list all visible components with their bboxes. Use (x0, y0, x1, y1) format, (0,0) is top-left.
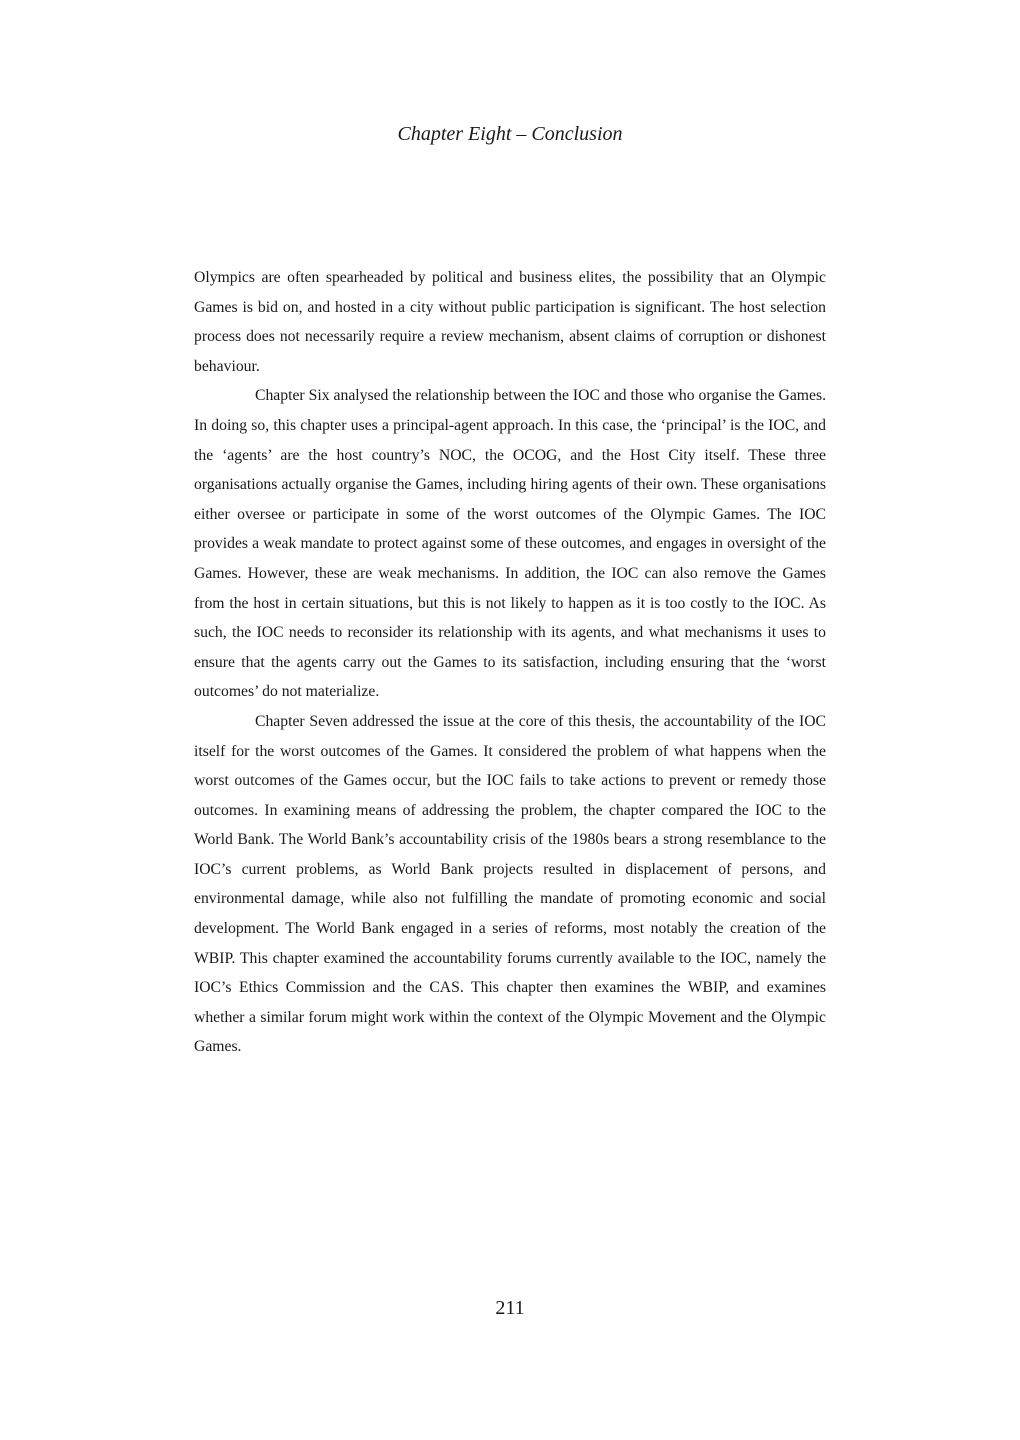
running-header: Chapter Eight – Conclusion (397, 123, 623, 145)
paragraph-chapter-six: Chapter Six analysed the relationship between the IOC and those who organise the Games. In doing so, this chapter uses a principal-agent approach. In this case, the ‘principal’ is the IOC, and the ‘agents’ are the host country’s NOC, the OCOG, and the Host City itself. These three organisations actually organise the Games, including hiring agents of their own. These organisations either oversee or participate in some of the worst outcomes of the Olympic Games. The IOC provides a weak mandate to protect against some of these outcomes, and engages in oversight of the Games. However, these are weak mechanisms. In addition, the IOC can also remove the Games from the host in certain situations, but this is not likely to happen as it is too costly to the IOC. As such, the IOC needs to reconsider its relationship with its agents, and what mechanisms it uses to ensure that the agents carry out the Games to its satisfaction, including ensuring that the ‘worst outcomes’ do not materialize. (194, 387, 826, 701)
paragraph-chapter-seven: Chapter Seven addressed the issue at the core of this thesis, the accountability of the IOC itself for the worst outcomes of the Games. It considered the problem of what happens when the worst outcomes of the Games occur, but the IOC fails to take actions to prevent or remedy those outcomes. In examining means of addressing the problem, the chapter compared the IOC to the World Bank. The World Bank’s accountability crisis of the 1980s bears a strong resemblance to the IOC’s current problems, as World Bank projects resulted in displacement of persons, and environmental damage, while also not fulfilling the mandate of promoting economic and social development. The World Bank engaged in a series of reforms, most notably the creation of the WBIP. This chapter examined the accountability forums currently available to the IOC, namely the IOC’s Ethics Commission and the CAS. This chapter then examines the WBIP, and examines whether a similar forum might work within the context of the Olympic Movement and the Olympic Games. (194, 712, 826, 1056)
paragraph-continuation: Olympics are often spearheaded by political and business elites, the possibility that an Olympic Games is bid on, and hosted in a city without public participation is significant. The host selection process does not necessarily require a review mechanism, absent claims of corruption or dishonest behaviour. (194, 269, 826, 375)
page-number: 211 (495, 1297, 525, 1319)
body-text (194, 263, 826, 1062)
